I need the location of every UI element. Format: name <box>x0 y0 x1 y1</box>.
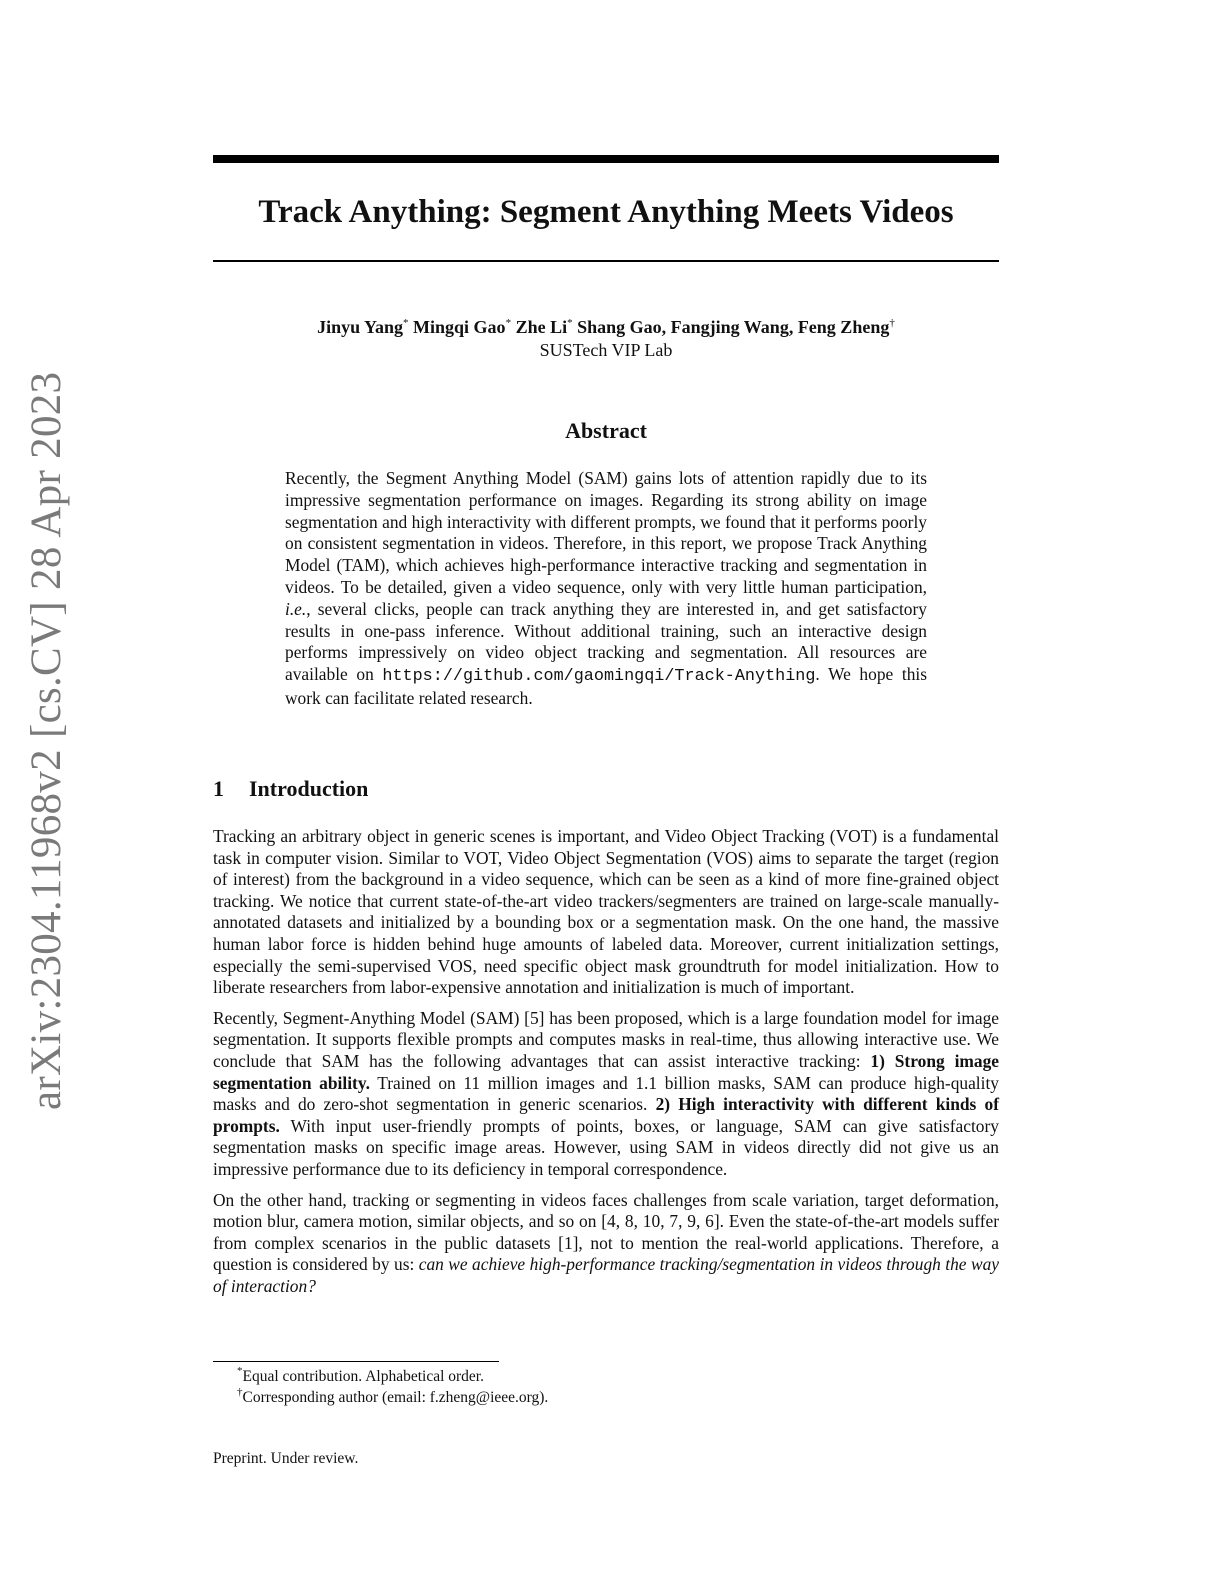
footnotes <box>237 1366 937 1408</box>
abstract-text: . We hope this work can facilitate related research. <box>285 664 927 708</box>
intro-paragraph-3 <box>213 1190 999 1298</box>
equal-contribution-mark: * <box>403 317 409 329</box>
advantage-1-bold: 1) Strong image segmentation ability. <box>213 1050 999 1093</box>
footnote-text: Equal contribution. Alphabetical order. <box>242 1368 484 1385</box>
author-names-rest: Shang Gao, Fangjing Wang, Feng Zheng <box>577 317 890 337</box>
abstract-ie: i.e. <box>285 598 307 619</box>
equal-contribution-mark: * <box>505 317 512 329</box>
intro-paragraph-2 <box>213 1008 999 1181</box>
abstract-text: , several clicks, people can track anything they are interested in, and get satisfactory results in one-pass inference. Without additional training, such an interactive design performs impressively on video object tracking and segmentation. All resources are available on <box>285 598 927 685</box>
repository-link[interactable]: https://github.com/gaomingqi/Track-Anything <box>382 667 816 687</box>
footnote-mark: * <box>237 1365 243 1377</box>
abstract-heading: Abstract <box>565 418 647 443</box>
footnote-text: Corresponding author (email: f.zheng@ieee.org). <box>242 1389 549 1406</box>
section-number: 1 <box>213 776 224 801</box>
advantage-2-bold: 2) High interactivity with different kinds of prompts. <box>213 1094 999 1136</box>
arxiv-identifier-stamp: arXiv:2304.11968v2 [cs.CV] 28 Apr 2023 <box>23 371 70 1110</box>
footnote-rule <box>213 1361 499 1362</box>
paper-title: Track Anything: Segment Anything Meets Videos <box>258 194 954 230</box>
title-top-rule <box>213 155 999 163</box>
paragraph-text: Recently, Segment-Anything Model (SAM) [5] has been proposed, which is a large foundation model for image segmentation. It supports flexible prompts and computes masks in real-time, thus allowing interactive use. We conclude that SAM has the following advantages that can assist interactive tracking: <box>213 1007 999 1071</box>
affiliation: SUSTech VIP Lab <box>539 340 673 360</box>
corresponding-author-mark: † <box>889 317 895 329</box>
research-question-italic: can we achieve high-performance tracking/segmentation in videos through the way of interaction? <box>213 1254 999 1296</box>
abstract-text: Recently, the Segment Anything Model (SAM) gains lots of attention rapidly due to its impressive segmentation performance on images. Regarding its strong ability on image segmentation and high interactivity with different prompts, we found that it performs poorly on consistent segmentation in videos. Therefore, in this report, we propose Track Anything Model (TAM), which achieves high-performance interactive tracking and segmentation in videos. To be detailed, given a video sequence, only with very little human participation, <box>285 468 927 597</box>
footnote-equal-contribution <box>237 1366 937 1387</box>
author-name: Zhe Li <box>515 317 568 337</box>
equal-contribution-mark: * <box>567 317 573 329</box>
preprint-note: Preprint. Under review. <box>213 1450 359 1467</box>
title-bottom-rule <box>213 260 999 262</box>
section-title: Introduction <box>249 776 369 801</box>
paragraph-text: On the other hand, tracking or segmenting in videos faces challenges from scale variation, target deformation, motion blur, camera motion, similar objects, and so on [4, 8, 10, 7, 9, 6]. Even the state-of-the-art models suffer from complex scenarios in the public datasets [1], not to mention the real-world applications. Therefore, a question is considered by us: <box>213 1189 999 1275</box>
author-name: Jinyu Yang <box>317 317 404 337</box>
introduction-body <box>213 826 999 1306</box>
paragraph-text: With input user-friendly prompts of points, boxes, or language, SAM can give satisfactory segmentation masks on specific image areas. However, using SAM in videos directly did not give us an impressive performance due to its deficiency in temporal correspondence. <box>213 1115 999 1179</box>
author-list <box>213 314 999 340</box>
intro-paragraph-1: Tracking an arbitrary object in generic scenes is important, and Video Object Tracking (VOT) is a fundamental task in computer vision. Similar to VOT, Video Object Segmentation (VOS) aims to separate the target (region of interest) from the background in a video sequence, which can be seen as a kind of more fine-grained object tracking. We notice that current state-of-the-art video trackers/segmenters are trained on large-scale manually-annotated datasets and initialized by a bounding box or a segmentation mask. On the one hand, the massive human labor force is hidden behind huge amounts of labeled data. Moreover, current initialization settings, especially the semi-supervised VOS, need specific object mask groundtruth for model initialization. How to liberate researchers from labor-expensive annotation and initialization is much of important. <box>213 826 999 998</box>
author-name: Mingqi Gao <box>413 317 506 337</box>
section-heading-introduction <box>213 774 999 804</box>
footnote-corresponding-author <box>237 1387 937 1408</box>
abstract-body <box>285 468 927 710</box>
footnote-mark: † <box>237 1386 243 1398</box>
paragraph-text: Trained on 11 million images and 1.1 billion masks, SAM can produce high-quality masks and do zero-shot segmentation in generic scenarios. <box>213 1072 999 1115</box>
